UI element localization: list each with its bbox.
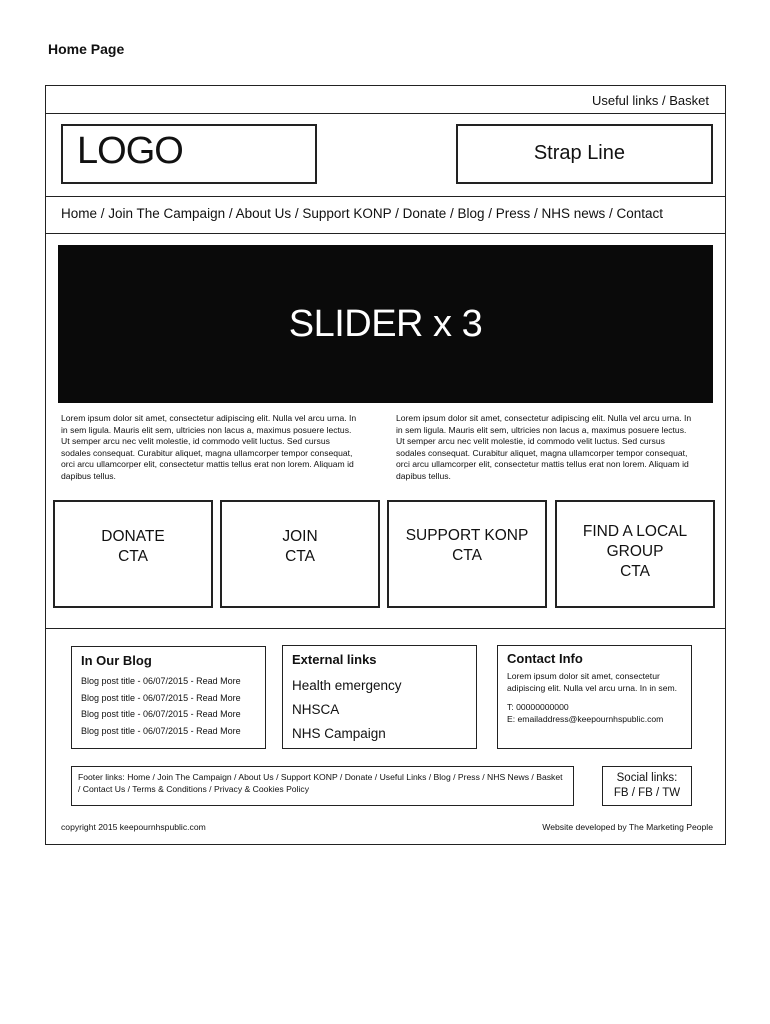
support-konp-cta[interactable]	[387, 500, 547, 608]
logo: LOGO	[77, 130, 183, 172]
find-local-group-cta[interactable]	[555, 500, 715, 608]
donate-cta[interactable]	[53, 500, 213, 608]
external-links-card	[282, 645, 477, 749]
contact-phone: T: 00000000000	[507, 702, 569, 712]
copyright: copyright 2015 keepournhspublic.com	[61, 822, 206, 832]
page-heading: Home Page	[48, 41, 125, 57]
blog-post-link[interactable]: Blog post title - 06/07/2015 - Read More	[81, 725, 241, 736]
intro-text-left: Lorem ipsum dolor sit amet, consectetur adipiscing elit. Nulla vel arcu urna. In in sem ligula. Mauris elit sem, ultricies non lacus a, maximus posuere lectus. Ut semper arcu nec velit molestie, id commodo velit luctus. Sed cursus sodales consequat. Curabitur aliquet, magna ullamcorper tempor consequat, orci arcu ullamcorper elit, consectetur mattis tellus erat non lorem. Aliquam id dapibus tellus.	[61, 413, 357, 481]
blog-post-link[interactable]: Blog post title - 06/07/2015 - Read More	[81, 676, 241, 686]
wireframe-frame	[45, 85, 726, 845]
divider	[46, 628, 725, 629]
divider	[46, 196, 725, 197]
developer-credit: Website developed by The Marketing People	[542, 822, 713, 832]
social-links[interactable]: FB / FB / TW	[613, 787, 681, 799]
social-links-box	[602, 766, 692, 806]
social-title: Social links:	[616, 772, 678, 784]
contact-text: Lorem ipsum dolor sit amet, consectetur adipiscing elit. Nulla vel arcu urna. In in sem.	[507, 671, 678, 693]
cta-line: SUPPORT KONP	[405, 527, 529, 544]
strap-line-box	[456, 124, 713, 184]
external-link[interactable]: Health emergency	[292, 678, 402, 693]
hero-slider[interactable]	[58, 245, 713, 403]
blog-card	[71, 646, 266, 749]
external-links-title: External links	[292, 652, 377, 667]
intro-text-right: Lorem ipsum dolor sit amet, consectetur adipiscing elit. Nulla vel arcu urna. In in sem ligula. Mauris elit sem, ultricies non lacus a, maximus posuere lectus. Ut semper arcu nec velit molestie, id commodo velit luctus. Sed cursus sodales consequat. Curabitur aliquet, magna ullamcorper tempor consequat, orci arcu ullamcorper elit, consectetur mattis tellus erat non lorem. Aliquam id dapibus tellus.	[396, 413, 692, 481]
cta-line: JOIN	[282, 528, 318, 545]
cta-line: CTA	[285, 548, 315, 565]
contact-title: Contact Info	[507, 651, 583, 666]
external-link[interactable]: NHS Campaign	[292, 726, 386, 741]
utility-links[interactable]: Useful links / Basket	[591, 93, 709, 108]
footer-links[interactable]: Footer links: Home / Join The Campaign / About Us / Support KONP / Donate / Useful Links / Blog / Press / NHS News / Basket / Contact Us / Terms & Conditions / Privacy & Cookies Policy	[71, 766, 574, 806]
cta-line: CTA	[118, 548, 148, 565]
logo-box[interactable]	[61, 124, 317, 184]
contact-email[interactable]: E: emailaddress@keepournhspublic.com	[507, 713, 664, 724]
divider	[46, 233, 725, 234]
cta-line: CTA	[620, 563, 650, 580]
cta-line: CTA	[452, 547, 482, 564]
blog-post-link[interactable]: Blog post title - 06/07/2015 - Read More	[81, 692, 241, 703]
contact-card	[497, 645, 692, 749]
divider	[46, 113, 725, 114]
cta-line: DONATE	[101, 528, 165, 545]
cta-line: FIND A LOCAL	[582, 523, 688, 540]
main-nav[interactable]: Home / Join The Campaign / About Us / Support KONP / Donate / Blog / Press / NHS news / Contact	[61, 206, 664, 221]
join-cta[interactable]	[220, 500, 380, 608]
blog-post-link[interactable]: Blog post title - 06/07/2015 - Read More	[81, 709, 241, 719]
strap-line: Strap Line	[533, 142, 625, 164]
cta-line: GROUP	[606, 543, 664, 560]
blog-title: In Our Blog	[81, 653, 152, 668]
slider-label: SLIDER x 3	[288, 302, 483, 345]
external-link[interactable]: NHSCA	[292, 702, 340, 717]
